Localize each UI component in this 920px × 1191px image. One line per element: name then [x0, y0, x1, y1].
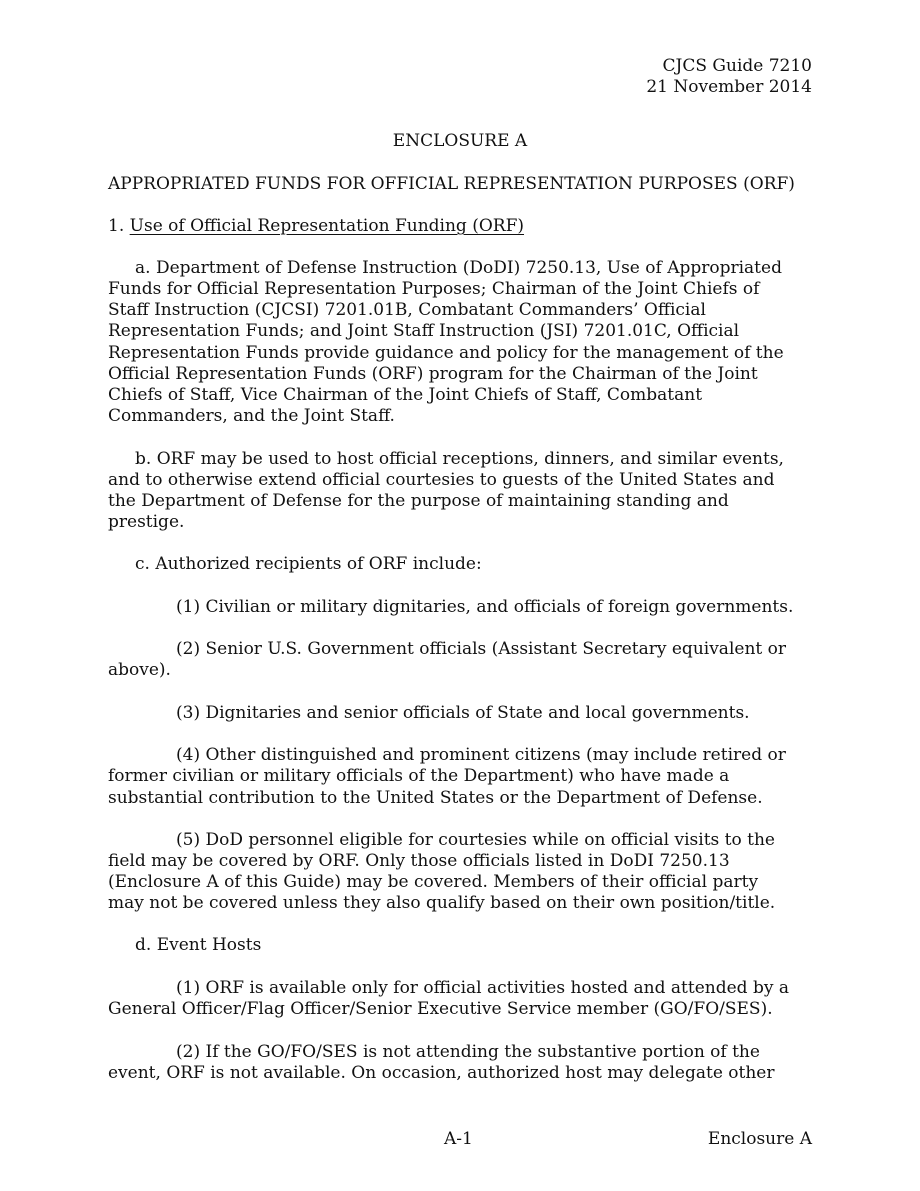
list-item-c4-line: (4) Other distinguished and prominent citizens (may include retired or — [176, 745, 786, 765]
footer-label: Enclosure A — [707, 1129, 812, 1149]
para-b-line: b. ORF may be used to host official receptions, dinners, and similar events, — [135, 449, 784, 469]
para-a-line: Staff Instruction (CJCSI) 7201.01B, Combatant Commanders’ Official — [108, 300, 706, 320]
list-item-c5-line: (Enclosure A of this Guide) may be covered. Members of their official party — [108, 872, 759, 892]
para-a-line: Funds for Official Representation Purposes; Chairman of the Joint Chiefs of — [108, 279, 760, 299]
list-item-c5-line: may not be covered unless they also qualify based on their own position/title. — [108, 893, 776, 913]
list-item-d2-line: (2) If the GO/FO/SES is not attending the substantive portion of the — [176, 1042, 760, 1062]
list-item-c5-line: (5) DoD personnel eligible for courtesies while on official visits to the — [176, 830, 775, 850]
list-item-d1-line: General Officer/Flag Officer/Senior Executive Service member (GO/FO/SES). — [108, 999, 773, 1019]
list-item-c2-line: (2) Senior U.S. Government officials (Assistant Secretary equivalent or — [176, 639, 786, 659]
enclosure-title: ENCLOSURE A — [392, 131, 528, 151]
para-a-line: Representation Funds provide guidance and policy for the management of the — [108, 343, 784, 363]
section-heading-text: Use of Official Representation Funding (ORF) — [129, 216, 525, 236]
section-number: 1. — [108, 216, 125, 236]
list-item-c2-line: above). — [108, 660, 171, 680]
list-item-c4-line: former civilian or military officials of the Department) who have made a — [108, 766, 730, 786]
list-item-c5-line: field may be covered by ORF. Only those officials listed in DoDI 7250.13 — [108, 851, 730, 871]
guide-number: CJCS Guide 7210 — [662, 56, 812, 76]
list-item-d2-line: event, ORF is not available. On occasion, authorized host may delegate other — [108, 1063, 775, 1083]
para-c: c. Authorized recipients of ORF include: — [135, 554, 482, 574]
list-item-c3: (3) Dignitaries and senior officials of State and local governments. — [176, 703, 750, 723]
para-a-line: Chiefs of Staff, Vice Chairman of the Joint Chiefs of Staff, Combatant — [108, 385, 703, 405]
para-a-line: Representation Funds; and Joint Staff Instruction (JSI) 7201.01C, Official — [108, 321, 740, 341]
para-a-line: Official Representation Funds (ORF) program for the Chairman of the Joint — [108, 364, 758, 384]
document-date: 21 November 2014 — [646, 77, 812, 97]
para-b-line: prestige. — [108, 512, 185, 532]
para-b-line: and to otherwise extend official courtesies to guests of the United States and — [108, 470, 775, 490]
subject-title: APPROPRIATED FUNDS FOR OFFICIAL REPRESENTATION PURPOSES (ORF) — [108, 174, 795, 194]
list-item-d1-line: (1) ORF is available only for official activities hosted and attended by a — [176, 978, 789, 998]
para-d: d. Event Hosts — [135, 935, 262, 955]
para-a-line: Commanders, and the Joint Staff. — [108, 406, 395, 426]
page-number: A-1 — [444, 1129, 473, 1149]
para-b-line: the Department of Defense for the purpose of maintaining standing and — [108, 491, 729, 511]
para-a-line: a. Department of Defense Instruction (DoDI) 7250.13, Use of Appropriated — [135, 258, 782, 278]
list-item-c4-line: substantial contribution to the United States or the Department of Defense. — [108, 788, 763, 808]
section-heading — [108, 216, 524, 237]
list-item-c1: (1) Civilian or military dignitaries, and officials of foreign governments. — [176, 597, 794, 617]
